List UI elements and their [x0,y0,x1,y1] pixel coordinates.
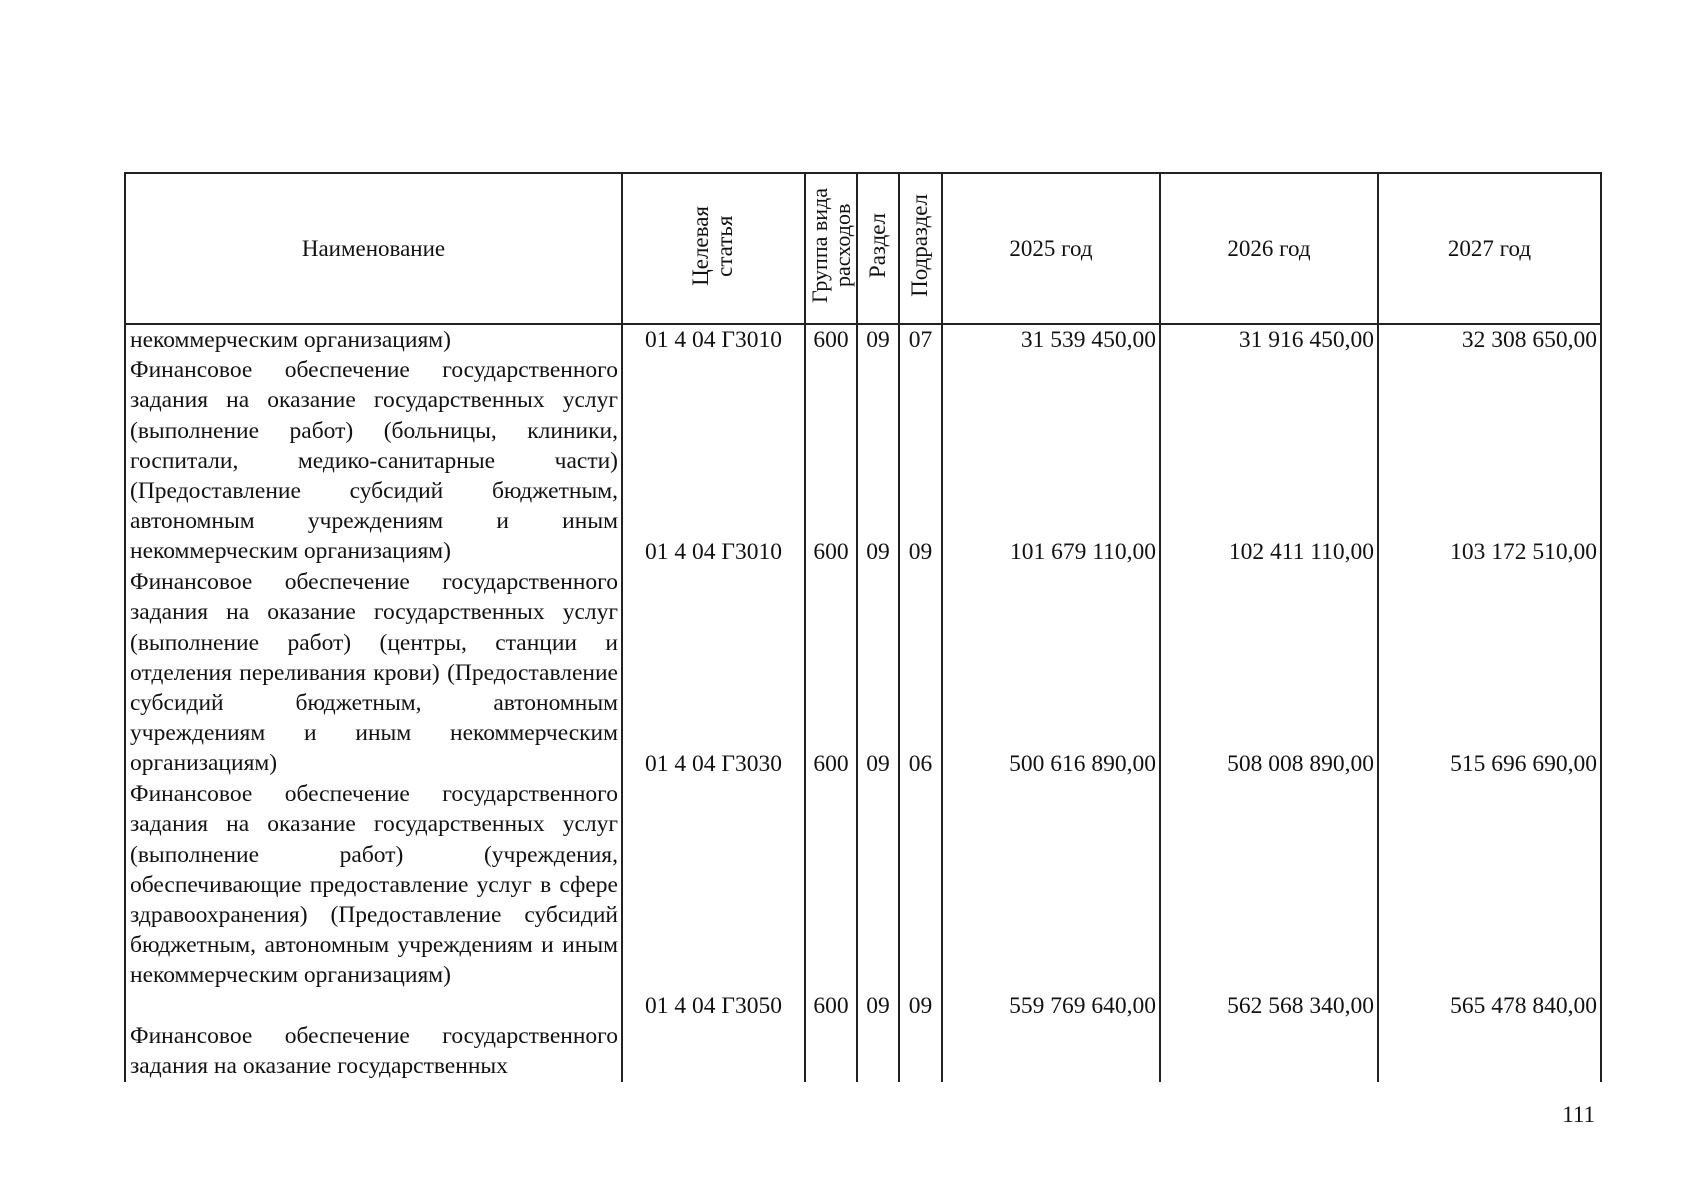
table-header-row [125,173,1601,324]
row-name: Финансовое обеспечение государственного задания на оказание государственных [125,1021,622,1081]
row-y2026: 31 916 450,00 [1160,324,1378,355]
row-y2026: 562 568 340,00 [1160,779,1378,1021]
row-y2026 [1160,1021,1378,1081]
row-y2027: 103 172 510,00 [1378,355,1601,567]
table-row [125,355,1601,567]
row-subsection: 07 [899,324,942,355]
header-year-2025: 2025 год [942,173,1160,324]
row-group: 600 [805,324,857,355]
header-year-2026: 2026 год [1160,173,1378,324]
row-code [622,1021,805,1081]
header-section: Раздел [857,173,899,324]
header-expense-group: Группа вида расходов [805,173,857,324]
row-group: 600 [805,355,857,567]
budget-table [124,172,1602,1082]
row-subsection: 09 [899,779,942,1021]
table-row [125,779,1601,1021]
row-group [805,1021,857,1081]
row-section: 09 [857,567,899,779]
row-group: 600 [805,567,857,779]
header-subsection: Подраздел [899,173,942,324]
row-code: 01 4 04 Г3010 [622,324,805,355]
row-name: Финансовое обеспечение государственного задания на оказание государственных услуг (выполнение работ) (учреждения, обеспечивающие предоставление услуг в сфере здравоохранения) (Предоставление субсидий бюджетным, автономным учреждениям и иным некоммерческим организациям) [125,779,622,1021]
row-group: 600 [805,779,857,1021]
row-y2025: 500 616 890,00 [942,567,1160,779]
table-row [125,567,1601,779]
header-year-2027: 2027 год [1378,173,1601,324]
row-subsection [899,1021,942,1081]
row-y2026: 508 008 890,00 [1160,567,1378,779]
row-section: 09 [857,324,899,355]
table-row [125,1021,1601,1081]
row-code: 01 4 04 Г3010 [622,355,805,567]
row-y2027: 565 478 840,00 [1378,779,1601,1021]
row-subsection: 06 [899,567,942,779]
row-y2027 [1378,1021,1601,1081]
row-y2025: 31 539 450,00 [942,324,1160,355]
header-target-article: Целевая статья [622,173,805,324]
row-section: 09 [857,355,899,567]
row-y2025: 559 769 640,00 [942,779,1160,1021]
page-number: 111 [1562,1102,1595,1127]
row-name: некоммерческим организациям) [125,324,622,355]
row-subsection: 09 [899,355,942,567]
row-code: 01 4 04 Г3030 [622,567,805,779]
row-y2025 [942,1021,1160,1081]
row-y2027: 32 308 650,00 [1378,324,1601,355]
row-section [857,1021,899,1081]
row-code: 01 4 04 Г3050 [622,779,805,1021]
row-name: Финансовое обеспечение государственного задания на оказание государственных услуг (выполнение работ) (больницы, клиники, госпитали, медико-санитарные части) (Предоставление субсидий бюджетным, автономным учреждениям и иным некоммерческим организациям) [125,355,622,567]
row-y2027: 515 696 690,00 [1378,567,1601,779]
header-name: Наименование [125,173,622,324]
row-section: 09 [857,779,899,1021]
row-name: Финансовое обеспечение государственного задания на оказание государственных услуг (выполнение работ) (центры, станции и отделения переливания крови) (Предоставление субсидий бюджетным, автономным учреждениям и иным некоммерческим организациям) [125,567,622,779]
table-row [125,324,1601,355]
row-y2025: 101 679 110,00 [942,355,1160,567]
row-y2026: 102 411 110,00 [1160,355,1378,567]
